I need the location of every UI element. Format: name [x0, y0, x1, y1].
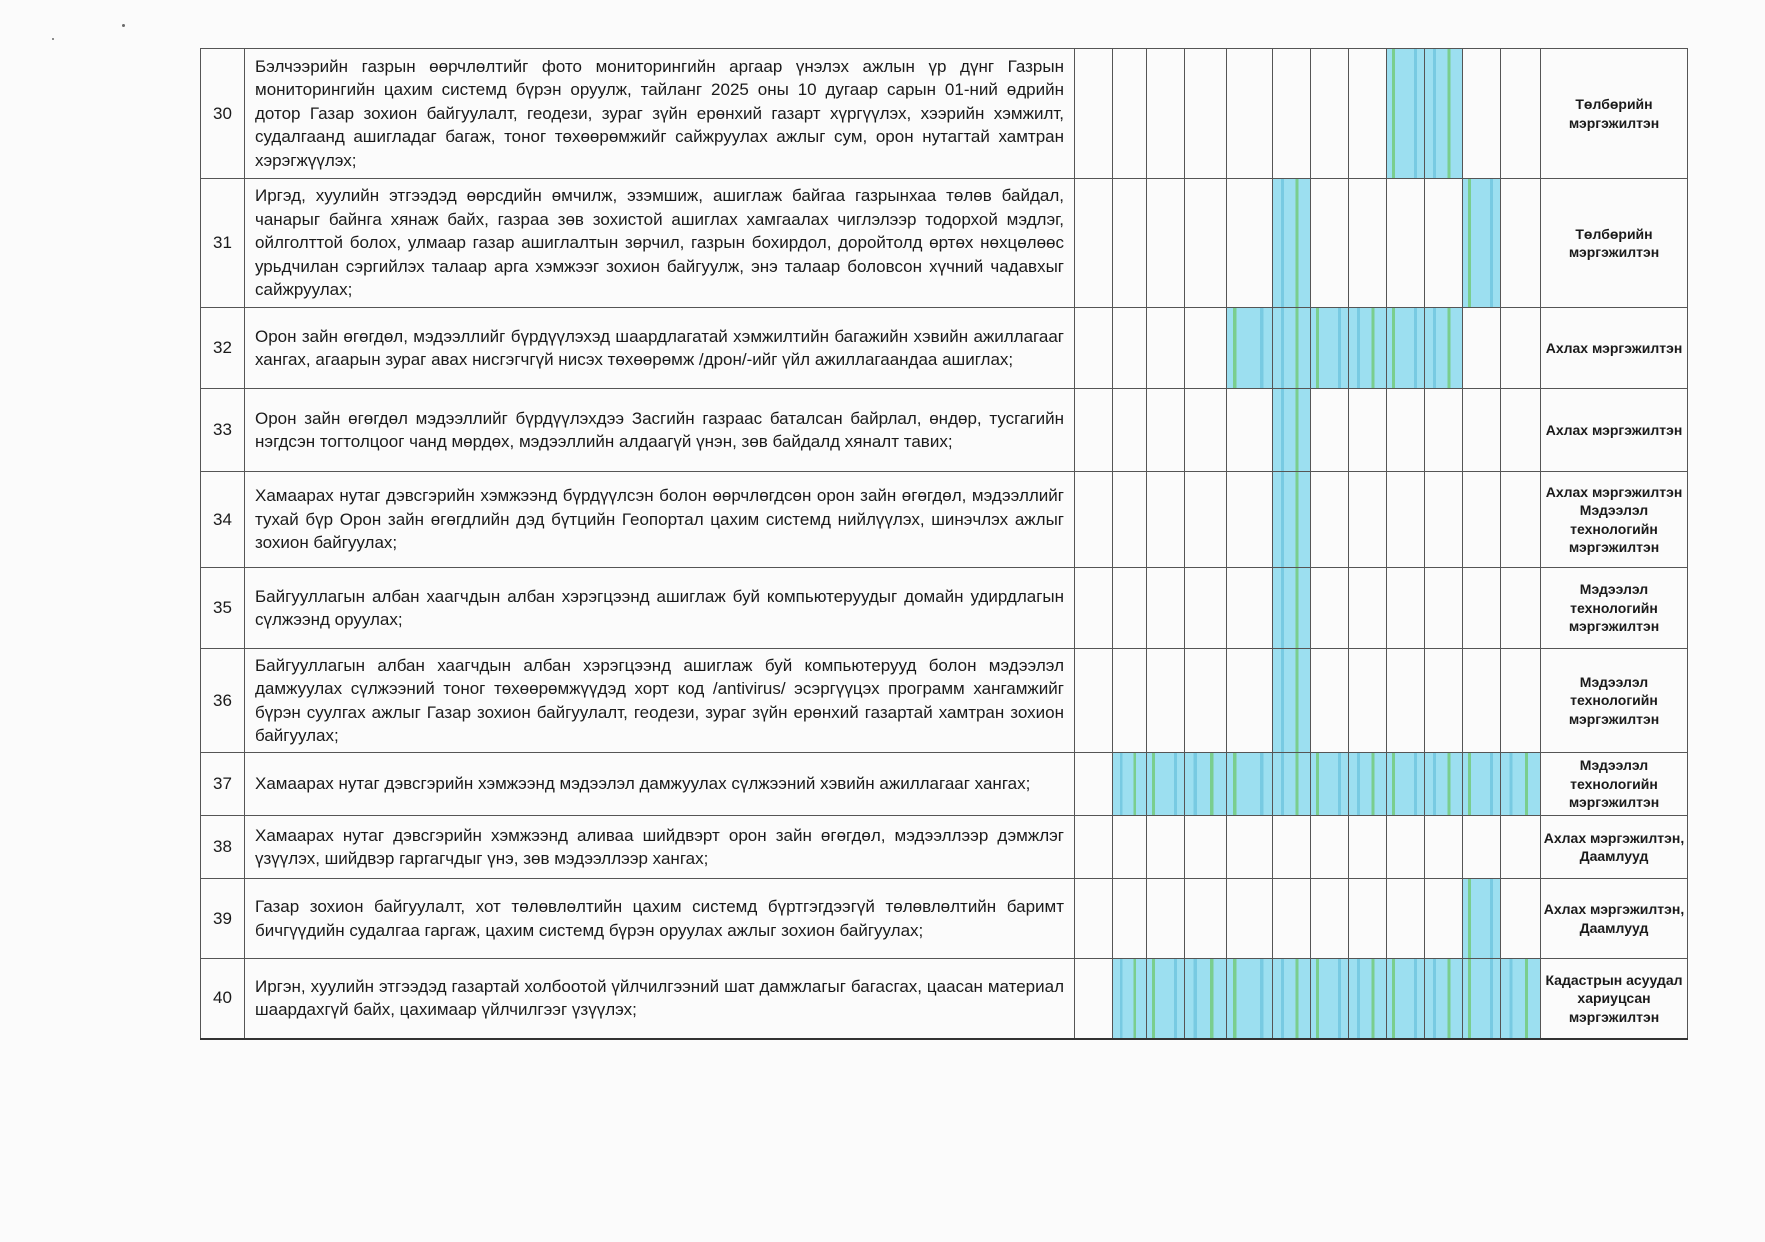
month-cell-4 — [1185, 879, 1227, 959]
month-cell-2 — [1113, 568, 1147, 649]
month-cell-12 — [1501, 389, 1541, 472]
month-cell-6-scheduled — [1273, 308, 1311, 389]
month-cell-10 — [1425, 472, 1463, 568]
month-cell-3 — [1147, 308, 1185, 389]
month-cell-11 — [1463, 389, 1501, 472]
month-cell-11-scheduled — [1463, 959, 1501, 1039]
month-cell-1 — [1075, 879, 1113, 959]
month-cell-10 — [1425, 816, 1463, 879]
month-cell-3-scheduled — [1147, 959, 1185, 1039]
month-cell-11 — [1463, 568, 1501, 649]
month-cell-3 — [1147, 568, 1185, 649]
month-cell-4-scheduled — [1185, 753, 1227, 816]
responsible-person: Ахлах мэргэжилтэн — [1541, 389, 1688, 472]
month-cell-1 — [1075, 179, 1113, 308]
month-cell-12 — [1501, 816, 1541, 879]
month-cell-1 — [1075, 959, 1113, 1039]
month-cell-7 — [1311, 179, 1349, 308]
month-cell-10-scheduled — [1425, 753, 1463, 816]
month-cell-3 — [1147, 179, 1185, 308]
month-cell-11 — [1463, 649, 1501, 753]
month-cell-9 — [1387, 179, 1425, 308]
month-cell-1 — [1075, 472, 1113, 568]
task-description: Бэлчээрийн газрын өөрчлөлтийг фото мониторингийн аргаар үнэлэх ажлын үр дүнг Газрын мониторингийн цахим системд бүрэн оруулж, тайланг 2025 оны 10 дугаар сарын 01-ний өдрийн дотор Газар зохион байгуулалт, геодези, зураг зүйн ерөнхий газарт хүргүүлэх, хээрийн хэмжилт, судалгаанд ашигладаг багаж, тоног төхөөрөмжийг сайжруулах ажлыг сум, орон нутагтай хамтран хэрэгжүүлэх; — [245, 49, 1075, 179]
month-cell-7 — [1311, 472, 1349, 568]
month-cell-12 — [1501, 49, 1541, 179]
month-cell-3 — [1147, 389, 1185, 472]
task-row — [201, 308, 1688, 389]
month-cell-2 — [1113, 389, 1147, 472]
task-description: Орон зайн өгөгдөл мэдээллийг бүрдүүлэхдээ Засгийн газраас баталсан байрлал, өндөр, тусгагийн нэгдсэн тогтолцоог чанд мөрдөх, мэдээллийн алдаагүй үнэн, зөв байдалд хяналт тавих; — [245, 389, 1075, 472]
month-cell-2 — [1113, 816, 1147, 879]
month-cell-6-scheduled — [1273, 179, 1311, 308]
month-cell-8-scheduled — [1349, 753, 1387, 816]
row-number: 31 — [201, 179, 245, 308]
month-cell-8-scheduled — [1349, 959, 1387, 1039]
month-cell-6-scheduled — [1273, 649, 1311, 753]
month-cell-7-scheduled — [1311, 959, 1349, 1039]
month-cell-2 — [1113, 649, 1147, 753]
month-cell-9 — [1387, 389, 1425, 472]
month-cell-9-scheduled — [1387, 959, 1425, 1039]
task-description: Хамаарах нутаг дэвсгэрийн хэмжээнд бүрдүүлсэн болон өөрчлөгдсөн орон зайн өгөгдөл, мэдээллийг тухай бүр Орон зайн өгөгдлийн дэд бүтцийн Геопортал цахим системд нийлүүлэх, шинэчлэх ажлыг зохион байгуулах; — [245, 472, 1075, 568]
month-cell-8 — [1349, 389, 1387, 472]
responsible-person: Ахлах мэргэжилтэн — [1541, 308, 1688, 389]
month-cell-1 — [1075, 308, 1113, 389]
month-cell-10-scheduled — [1425, 308, 1463, 389]
month-cell-3-scheduled — [1147, 753, 1185, 816]
month-cell-9 — [1387, 568, 1425, 649]
month-cell-12 — [1501, 472, 1541, 568]
task-row — [201, 568, 1688, 649]
task-row — [201, 959, 1688, 1039]
month-cell-5 — [1227, 649, 1273, 753]
responsible-person: Төлбөрийн мэргэжилтэн — [1541, 179, 1688, 308]
task-description: Байгууллагын албан хаагчдын албан хэрэгцээнд ашиглаж буй компьютерууд болон мэдээлэл дамжуулах сүлжээний тоног төхөөрөмжүүдэд хорт код /antivirus/ эсэргүүцэх программ хангамжийг бүрэн суулгах ажлыг Газар зохион байгуулалт, геодези, зураг зүйн ерөнхий газартай хамтран зохион байгуулах; — [245, 649, 1075, 753]
responsible-person: Мэдээлэл технологийн мэргэжилтэн — [1541, 649, 1688, 753]
month-cell-10-scheduled — [1425, 49, 1463, 179]
month-cell-4 — [1185, 179, 1227, 308]
month-cell-6-scheduled — [1273, 389, 1311, 472]
task-description: Байгууллагын албан хаагчдын албан хэрэгцээнд ашиглаж буй компьютеруудыг домайн удирдлагын сүлжээнд оруулах; — [245, 568, 1075, 649]
month-cell-11-scheduled — [1463, 179, 1501, 308]
task-row — [201, 649, 1688, 753]
month-cell-3 — [1147, 649, 1185, 753]
task-row — [201, 879, 1688, 959]
month-cell-4-scheduled — [1185, 959, 1227, 1039]
month-cell-4 — [1185, 472, 1227, 568]
month-cell-4 — [1185, 308, 1227, 389]
month-cell-10 — [1425, 389, 1463, 472]
month-cell-11-scheduled — [1463, 879, 1501, 959]
month-cell-8 — [1349, 649, 1387, 753]
month-cell-2 — [1113, 49, 1147, 179]
task-row — [201, 816, 1688, 879]
task-description: Газар зохион байгуулалт, хот төлөвлөлтийн цахим системд бүртгэгдээгүй төлөвлөлтийн баримт бичгүүдийн судалгаа гаргаж, цахим системд бүрэн оруулах ажлыг зохион байгуулах; — [245, 879, 1075, 959]
month-cell-1 — [1075, 816, 1113, 879]
row-number: 35 — [201, 568, 245, 649]
month-cell-6 — [1273, 49, 1311, 179]
responsible-person: Төлбөрийн мэргэжилтэн — [1541, 49, 1688, 179]
month-cell-3 — [1147, 49, 1185, 179]
month-cell-7 — [1311, 879, 1349, 959]
month-cell-9 — [1387, 816, 1425, 879]
month-cell-6 — [1273, 879, 1311, 959]
month-cell-9 — [1387, 472, 1425, 568]
month-cell-5 — [1227, 179, 1273, 308]
month-cell-7-scheduled — [1311, 308, 1349, 389]
month-cell-1 — [1075, 389, 1113, 472]
month-cell-12 — [1501, 649, 1541, 753]
month-cell-12 — [1501, 308, 1541, 389]
month-cell-5 — [1227, 568, 1273, 649]
row-number: 40 — [201, 959, 245, 1039]
month-cell-7 — [1311, 568, 1349, 649]
month-cell-4 — [1185, 49, 1227, 179]
month-cell-3 — [1147, 879, 1185, 959]
month-cell-5 — [1227, 49, 1273, 179]
responsible-person: Мэдээлэл технологийн мэргэжилтэн — [1541, 568, 1688, 649]
responsible-person: Кадастрын асуудал хариуцсан мэргэжилтэн — [1541, 959, 1688, 1039]
task-row — [201, 179, 1688, 308]
month-cell-8 — [1349, 879, 1387, 959]
month-cell-2 — [1113, 472, 1147, 568]
month-cell-9 — [1387, 649, 1425, 753]
responsible-person: Ахлах мэргэжилтэн Мэдээлэл технологийн мэргэжилтэн — [1541, 472, 1688, 568]
scan-speck — [52, 38, 54, 40]
month-cell-8 — [1349, 472, 1387, 568]
month-cell-2-scheduled — [1113, 959, 1147, 1039]
month-cell-11 — [1463, 308, 1501, 389]
row-number: 38 — [201, 816, 245, 879]
month-cell-7 — [1311, 649, 1349, 753]
month-cell-4 — [1185, 816, 1227, 879]
row-number: 39 — [201, 879, 245, 959]
row-number: 32 — [201, 308, 245, 389]
task-description: Орон зайн өгөгдөл, мэдээллийг бүрдүүлэхэд шаардлагатай хэмжилтийн багажийн хэвийн ажиллагааг хангах, агаарын зураг авах нисгэгчгүй нисэх төхөөрөмж /дрон/-ийг үйл ажиллагаандаа ашиглах; — [245, 308, 1075, 389]
row-number: 34 — [201, 472, 245, 568]
month-cell-2 — [1113, 179, 1147, 308]
month-cell-8 — [1349, 179, 1387, 308]
month-cell-5-scheduled — [1227, 959, 1273, 1039]
month-cell-10-scheduled — [1425, 959, 1463, 1039]
month-cell-7 — [1311, 49, 1349, 179]
month-cell-4 — [1185, 568, 1227, 649]
month-cell-11 — [1463, 472, 1501, 568]
responsible-person: Мэдээлэл технологийн мэргэжилтэн — [1541, 753, 1688, 816]
month-cell-1 — [1075, 568, 1113, 649]
responsible-person: Ахлах мэргэжилтэн, Даамлууд — [1541, 879, 1688, 959]
month-cell-5 — [1227, 816, 1273, 879]
month-cell-8 — [1349, 816, 1387, 879]
month-cell-12-scheduled — [1501, 959, 1541, 1039]
month-cell-5 — [1227, 879, 1273, 959]
month-cell-2 — [1113, 308, 1147, 389]
month-cell-6 — [1273, 816, 1311, 879]
responsible-person: Ахлах мэргэжилтэн, Даамлууд — [1541, 816, 1688, 879]
month-cell-4 — [1185, 649, 1227, 753]
month-cell-10 — [1425, 649, 1463, 753]
month-cell-12-scheduled — [1501, 753, 1541, 816]
month-cell-1 — [1075, 49, 1113, 179]
task-row — [201, 753, 1688, 816]
month-cell-3 — [1147, 816, 1185, 879]
month-cell-6-scheduled — [1273, 959, 1311, 1039]
work-plan-table — [200, 48, 1688, 1040]
month-cell-12 — [1501, 568, 1541, 649]
month-cell-6-scheduled — [1273, 568, 1311, 649]
month-cell-8 — [1349, 49, 1387, 179]
month-cell-7 — [1311, 816, 1349, 879]
task-row — [201, 49, 1688, 179]
task-row — [201, 472, 1688, 568]
month-cell-9-scheduled — [1387, 49, 1425, 179]
month-cell-6-scheduled — [1273, 472, 1311, 568]
task-description: Иргэд, хуулийн этгээдэд өөрсдийн өмчилж, эзэмшиж, ашиглаж байгаа газрынхаа төлөв байдал, чанарыг байнга хянаж байх, газраа зөв зохистой ашиглах хамгаалах чиглэлээр тодорхой мэдлэг, ойлголттой болох, улмаар газар ашиглалтын зөрчил, газрын бохирдол, доройтолд өртөх нөхцөлөөс урьдчилан сэргийлэх талаар арга хэмжээг зохион байгуулж, энэ талаар боловсон хүчний чадавхыг сайжруулах; — [245, 179, 1075, 308]
work-plan-rows — [201, 49, 1688, 1039]
month-cell-10 — [1425, 179, 1463, 308]
month-cell-8-scheduled — [1349, 308, 1387, 389]
month-cell-11 — [1463, 49, 1501, 179]
task-description: Иргэн, хуулийн этгээдэд газартай холбоотой үйлчилгээний шат дамжлагыг багасгах, цаасан материал шаардахгүй байх, цахимаар үйлчилгээг үзүүлэх; — [245, 959, 1075, 1039]
month-cell-7 — [1311, 389, 1349, 472]
month-cell-9 — [1387, 879, 1425, 959]
row-number: 30 — [201, 49, 245, 179]
task-description: Хамаарах нутаг дэвсгэрийн хэмжээнд мэдээлэл дамжуулах сүлжээний хэвийн ажиллагааг хангах; — [245, 753, 1075, 816]
month-cell-2 — [1113, 879, 1147, 959]
month-cell-5-scheduled — [1227, 308, 1273, 389]
month-cell-10 — [1425, 879, 1463, 959]
month-cell-9-scheduled — [1387, 308, 1425, 389]
month-cell-5-scheduled — [1227, 753, 1273, 816]
month-cell-12 — [1501, 879, 1541, 959]
month-cell-5 — [1227, 472, 1273, 568]
month-cell-5 — [1227, 389, 1273, 472]
month-cell-2-scheduled — [1113, 753, 1147, 816]
task-description: Хамаарах нутаг дэвсгэрийн хэмжээнд аливаа шийдвэрт орон зайн өгөгдөл, мэдээллээр дэмжлэг үзүүлэх, шийдвэр гаргагчдыг үнэ, зөв мэдээллээр хангах; — [245, 816, 1075, 879]
month-cell-3 — [1147, 472, 1185, 568]
scan-speck — [122, 24, 125, 27]
month-cell-8 — [1349, 568, 1387, 649]
row-number: 33 — [201, 389, 245, 472]
month-cell-10 — [1425, 568, 1463, 649]
month-cell-9-scheduled — [1387, 753, 1425, 816]
month-cell-12 — [1501, 179, 1541, 308]
month-cell-4 — [1185, 389, 1227, 472]
month-cell-11 — [1463, 816, 1501, 879]
row-number: 36 — [201, 649, 245, 753]
month-cell-1 — [1075, 649, 1113, 753]
month-cell-1 — [1075, 753, 1113, 816]
task-row — [201, 389, 1688, 472]
month-cell-11-scheduled — [1463, 753, 1501, 816]
month-cell-6-scheduled — [1273, 753, 1311, 816]
month-cell-7-scheduled — [1311, 753, 1349, 816]
row-number: 37 — [201, 753, 245, 816]
